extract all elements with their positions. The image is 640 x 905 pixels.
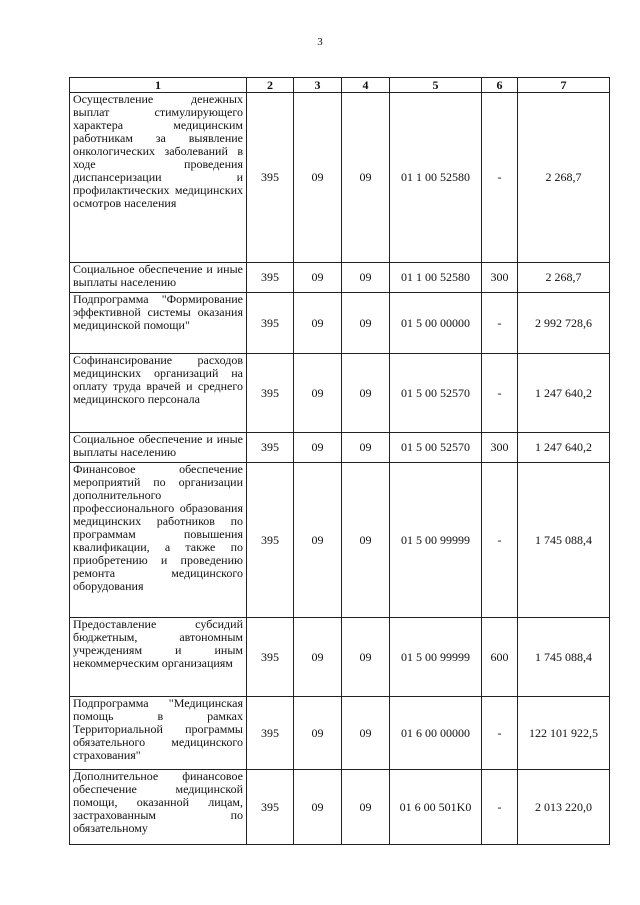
- col-header-4: 4: [342, 78, 390, 93]
- row-name: Подпрограмма "Формирование эффективной системы оказания медицинской помощи": [70, 293, 247, 354]
- cell-section: 09: [294, 263, 342, 293]
- table-row: [70, 618, 610, 697]
- row-name: Финансовое обеспечение мероприятий по организации дополнительного профессионального образования медицинских работников по программам повышения квалификации, а также по приобретению и проведению ремонта медицинского оборудования: [70, 463, 247, 618]
- cell-amount: 1 247 640,2: [518, 433, 610, 463]
- table-row: [70, 354, 610, 433]
- table-row: [70, 93, 610, 263]
- table-row: [70, 433, 610, 463]
- table-row: [70, 697, 610, 770]
- cell-ved: 395: [247, 354, 294, 433]
- table-row: [70, 463, 610, 618]
- cell-amount: 1 745 088,4: [518, 618, 610, 697]
- cell-expense-type: 600: [482, 618, 518, 697]
- cell-subsection: 09: [342, 293, 390, 354]
- cell-target-article: 01 5 00 99999: [390, 463, 482, 618]
- cell-expense-type: -: [482, 354, 518, 433]
- cell-section: 09: [294, 463, 342, 618]
- cell-ved: 395: [247, 618, 294, 697]
- cell-expense-type: -: [482, 93, 518, 263]
- cell-amount: 2 268,7: [518, 263, 610, 293]
- page-number: 3: [317, 36, 323, 48]
- row-name: Социальное обеспечение и иные выплаты населению: [70, 263, 247, 293]
- cell-amount: 122 101 922,5: [518, 697, 610, 770]
- cell-section: 09: [294, 354, 342, 433]
- header-row: [70, 78, 610, 93]
- col-header-2: 2: [247, 78, 294, 93]
- cell-target-article: 01 1 00 52580: [390, 93, 482, 263]
- col-header-1: 1: [70, 78, 247, 93]
- cell-amount: 1 247 640,2: [518, 354, 610, 433]
- cell-subsection: 09: [342, 463, 390, 618]
- cell-target-article: 01 5 00 52570: [390, 433, 482, 463]
- col-header-5: 5: [390, 78, 482, 93]
- cell-expense-type: -: [482, 770, 518, 845]
- cell-target-article: 01 6 00 501K0: [390, 770, 482, 845]
- cell-section: 09: [294, 770, 342, 845]
- row-name: Предоставление субсидий бюджетным, автономным учреждениям и иным некоммерческим организациям: [70, 618, 247, 697]
- cell-ved: 395: [247, 293, 294, 354]
- table-row: [70, 293, 610, 354]
- row-name: Социальное обеспечение и иные выплаты населению: [70, 433, 247, 463]
- cell-ved: 395: [247, 463, 294, 618]
- cell-subsection: 09: [342, 618, 390, 697]
- cell-expense-type: 300: [482, 263, 518, 293]
- cell-section: 09: [294, 697, 342, 770]
- cell-ved: 395: [247, 770, 294, 845]
- cell-subsection: 09: [342, 354, 390, 433]
- cell-section: 09: [294, 293, 342, 354]
- row-name: Дополнительное финансовое обеспечение медицинской помощи, оказанной лицам, застрахованным по обязательному: [70, 770, 247, 845]
- col-header-3: 3: [294, 78, 342, 93]
- cell-target-article: 01 5 00 99999: [390, 618, 482, 697]
- cell-amount: 2 992 728,6: [518, 293, 610, 354]
- cell-expense-type: 300: [482, 433, 518, 463]
- cell-ved: 395: [247, 263, 294, 293]
- cell-subsection: 09: [342, 263, 390, 293]
- row-name: Софинансирование расходов медицинских организаций на оплату труда врачей и среднего медицинского персонала: [70, 354, 247, 433]
- table-row: [70, 770, 610, 845]
- cell-target-article: 01 6 00 00000: [390, 697, 482, 770]
- cell-expense-type: -: [482, 697, 518, 770]
- cell-ved: 395: [247, 433, 294, 463]
- col-header-6: 6: [482, 78, 518, 93]
- budget-table: [69, 77, 610, 845]
- cell-section: 09: [294, 93, 342, 263]
- cell-amount: 1 745 088,4: [518, 463, 610, 618]
- cell-amount: 2 013 220,0: [518, 770, 610, 845]
- table-row: [70, 263, 610, 293]
- cell-target-article: 01 5 00 52570: [390, 354, 482, 433]
- cell-subsection: 09: [342, 697, 390, 770]
- cell-subsection: 09: [342, 770, 390, 845]
- cell-target-article: 01 5 00 00000: [390, 293, 482, 354]
- row-name: Подпрограмма "Медицинская помощь в рамках Территориальной программы обязательного медицинского страхования": [70, 697, 247, 770]
- cell-ved: 395: [247, 93, 294, 263]
- cell-amount: 2 268,7: [518, 93, 610, 263]
- cell-expense-type: -: [482, 463, 518, 618]
- cell-ved: 395: [247, 697, 294, 770]
- cell-section: 09: [294, 433, 342, 463]
- col-header-7: 7: [518, 78, 610, 93]
- cell-expense-type: -: [482, 293, 518, 354]
- cell-section: 09: [294, 618, 342, 697]
- cell-target-article: 01 1 00 52580: [390, 263, 482, 293]
- cell-subsection: 09: [342, 433, 390, 463]
- cell-subsection: 09: [342, 93, 390, 263]
- row-name: Осуществление денежных выплат стимулирующего характера медицинским работникам за выявление онкологических заболеваний в ходе проведения диспансеризации и профилактических медицинских осмотров населения: [70, 93, 247, 263]
